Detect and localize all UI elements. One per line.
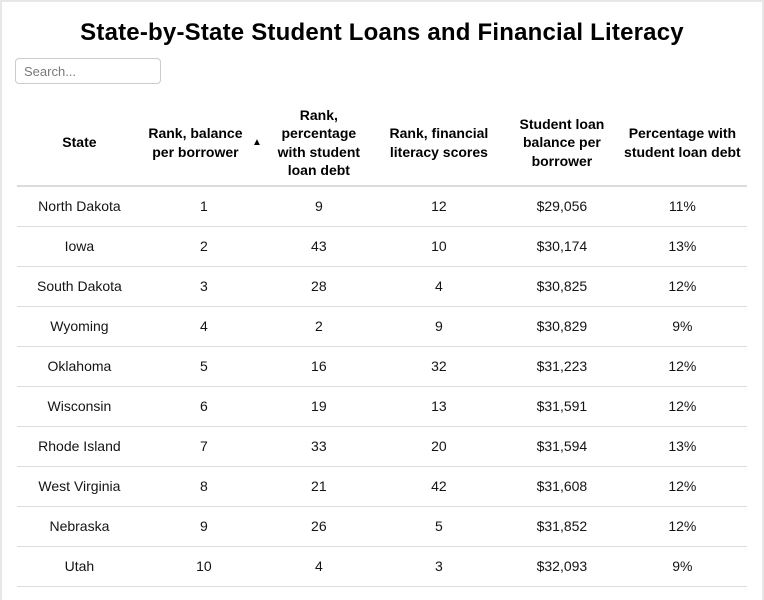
search-wrap — [15, 58, 762, 84]
table-row — [17, 266, 747, 306]
table-header — [17, 100, 747, 186]
sort-ascending-icon: ▲ — [252, 136, 262, 148]
table-row — [17, 346, 747, 386]
cell-state: Iowa — [17, 226, 142, 266]
cell-rank-literacy: 12 — [372, 186, 506, 226]
cell-state: Wyoming — [17, 306, 142, 346]
cell-balance: $31,223 — [506, 346, 618, 386]
cell-state: Rhode Island — [17, 426, 142, 466]
cell-rank-literacy: 13 — [372, 386, 506, 426]
table-row — [17, 506, 747, 546]
cell-rank-percentage: 9 — [266, 186, 372, 226]
cell-balance: $32,093 — [506, 546, 618, 586]
header-row — [17, 100, 747, 186]
column-header-balance[interactable] — [506, 100, 618, 186]
page-title: State-by-State Student Loans and Financial Literacy — [80, 19, 684, 46]
cell-balance: $29,056 — [506, 186, 618, 226]
cell-rank-percentage: 4 — [266, 546, 372, 586]
column-label: Rank, financial literacy scores — [389, 125, 489, 160]
cell-rank-literacy: 5 — [372, 506, 506, 546]
cell-rank-balance: 6 — [142, 386, 266, 426]
cell-balance: $31,608 — [506, 466, 618, 506]
table-body — [17, 186, 747, 586]
table-row — [17, 426, 747, 466]
cell-balance: $31,852 — [506, 506, 618, 546]
table-row — [17, 386, 747, 426]
cell-rank-percentage: 28 — [266, 266, 372, 306]
cell-rank-literacy: 9 — [372, 306, 506, 346]
cell-rank-literacy: 42 — [372, 466, 506, 506]
cell-rank-balance: 1 — [142, 186, 266, 226]
cell-percentage: 11% — [618, 186, 747, 226]
column-label: Student loan balance per borrower — [519, 116, 605, 169]
cell-rank-percentage: 19 — [266, 386, 372, 426]
cell-rank-balance: 4 — [142, 306, 266, 346]
cell-rank-literacy: 4 — [372, 266, 506, 306]
cell-state: South Dakota — [17, 266, 142, 306]
cell-balance: $30,825 — [506, 266, 618, 306]
cell-rank-literacy: 32 — [372, 346, 506, 386]
cell-percentage: 9% — [618, 306, 747, 346]
table-row — [17, 546, 747, 586]
cell-rank-balance: 3 — [142, 266, 266, 306]
cell-balance: $30,829 — [506, 306, 618, 346]
cell-rank-percentage: 21 — [266, 466, 372, 506]
cell-state: Utah — [17, 546, 142, 586]
cell-rank-balance: 5 — [142, 346, 266, 386]
column-label: State — [62, 134, 97, 151]
cell-percentage: 12% — [618, 346, 747, 386]
cell-balance: $30,174 — [506, 226, 618, 266]
cell-percentage: 9% — [618, 546, 747, 586]
search-input[interactable] — [15, 58, 161, 84]
table-row — [17, 226, 747, 266]
column-label: Percentage with student loan debt — [624, 125, 741, 160]
cell-rank-balance: 10 — [142, 546, 266, 586]
column-header-percentage[interactable] — [618, 100, 747, 186]
cell-rank-balance: 2 — [142, 226, 266, 266]
cell-state: West Virginia — [17, 466, 142, 506]
data-table — [17, 100, 747, 587]
cell-percentage: 12% — [618, 266, 747, 306]
column-label: Rank, balance per borrower — [148, 125, 243, 160]
column-header-rank-literacy[interactable] — [372, 100, 506, 186]
cell-rank-percentage: 16 — [266, 346, 372, 386]
cell-state: Nebraska — [17, 506, 142, 546]
cell-rank-balance: 7 — [142, 426, 266, 466]
cell-rank-percentage: 33 — [266, 426, 372, 466]
column-header-rank-percentage[interactable] — [266, 100, 372, 186]
cell-rank-balance: 9 — [142, 506, 266, 546]
column-header-state[interactable] — [17, 100, 142, 186]
cell-percentage: 12% — [618, 466, 747, 506]
cell-rank-percentage: 43 — [266, 226, 372, 266]
cell-state: Wisconsin — [17, 386, 142, 426]
table-row — [17, 466, 747, 506]
cell-rank-percentage: 26 — [266, 506, 372, 546]
cell-rank-literacy: 10 — [372, 226, 506, 266]
cell-rank-literacy: 3 — [372, 546, 506, 586]
table-row — [17, 186, 747, 226]
column-label: Rank, percentage with student loan debt — [277, 107, 361, 178]
cell-percentage: 12% — [618, 386, 747, 426]
cell-percentage: 13% — [618, 426, 747, 466]
cell-rank-literacy: 20 — [372, 426, 506, 466]
cell-balance: $31,591 — [506, 386, 618, 426]
column-header-rank-balance[interactable] — [142, 100, 266, 186]
cell-state: Oklahoma — [17, 346, 142, 386]
cell-balance: $31,594 — [506, 426, 618, 466]
cell-percentage: 12% — [618, 506, 747, 546]
cell-rank-percentage: 2 — [266, 306, 372, 346]
table-row — [17, 306, 747, 346]
cell-state: North Dakota — [17, 186, 142, 226]
cell-rank-balance: 8 — [142, 466, 266, 506]
cell-percentage: 13% — [618, 226, 747, 266]
